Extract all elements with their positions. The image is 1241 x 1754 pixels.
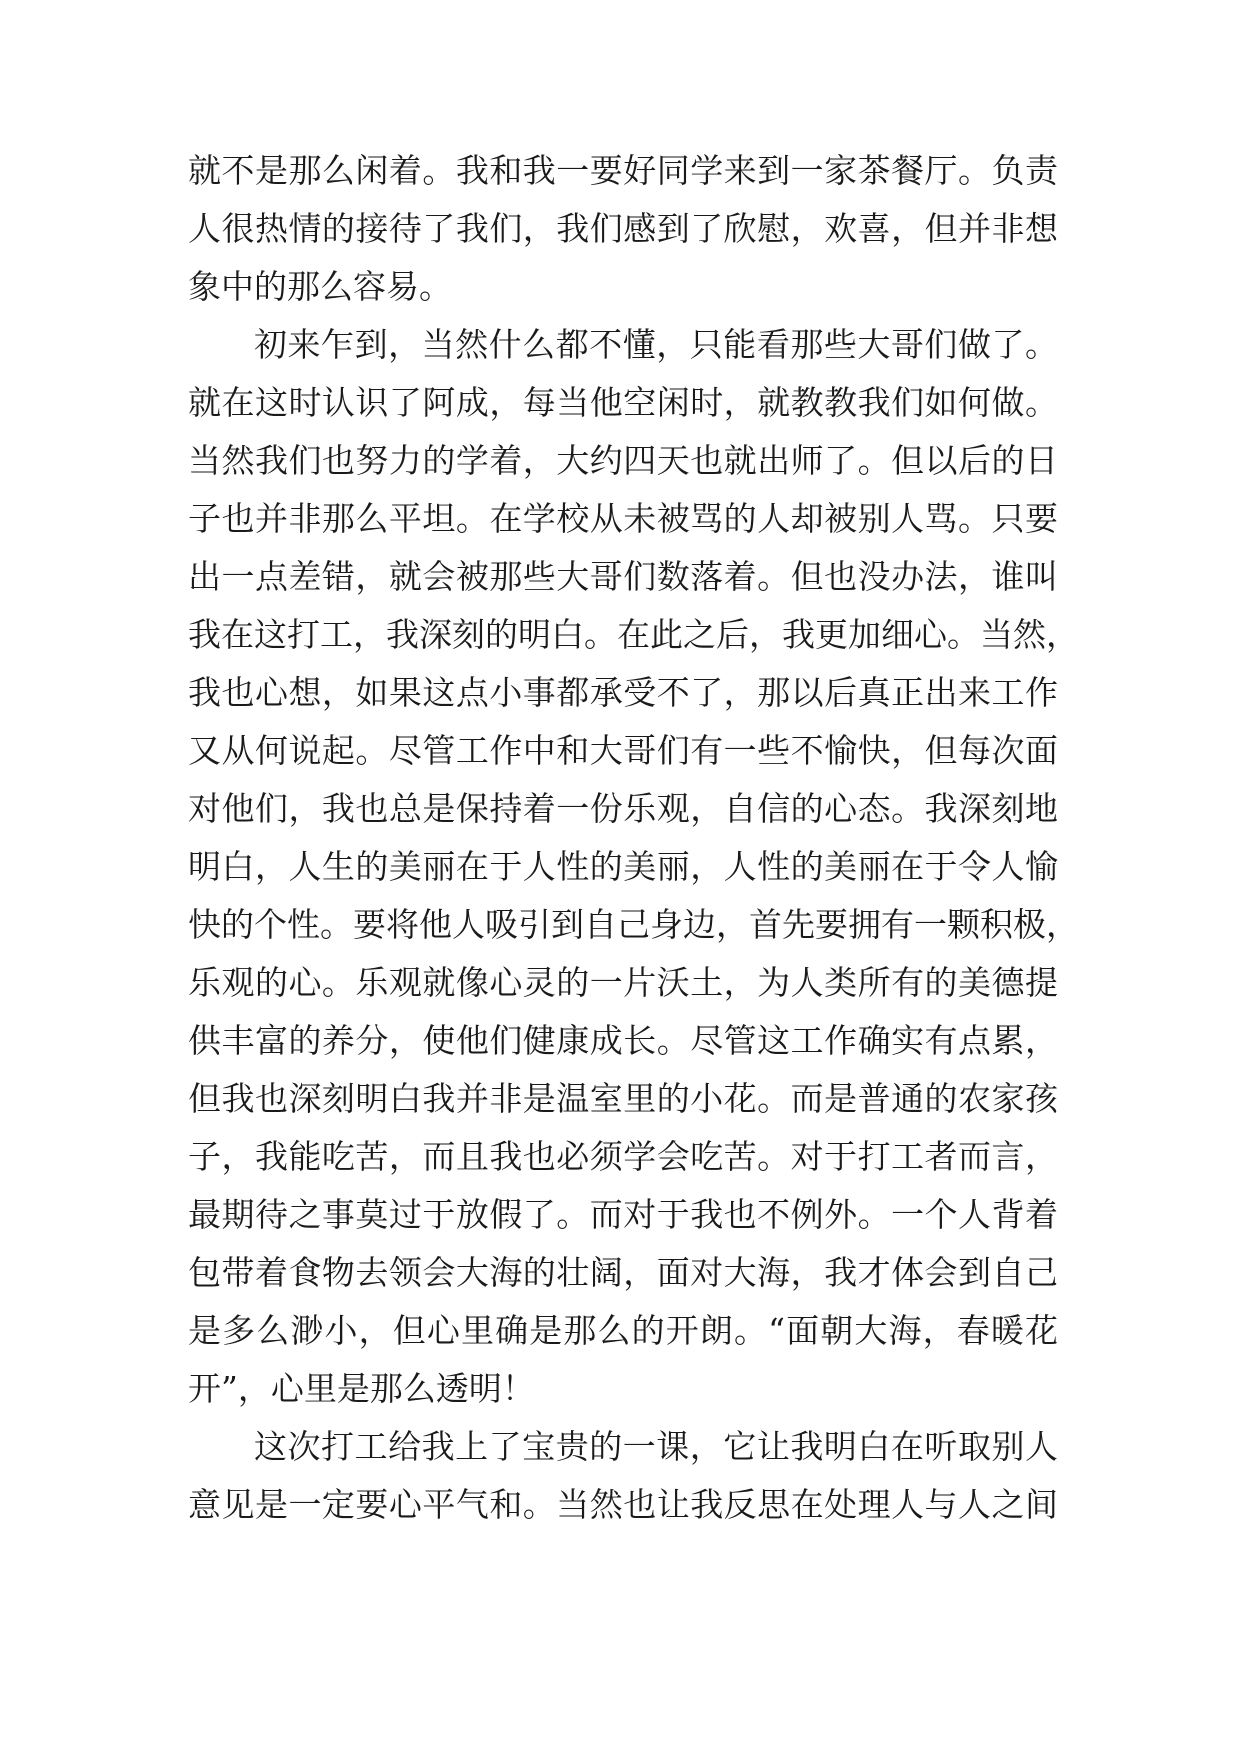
text-line: 供丰富的养分，使他们健康成长。尽管这工作确实有点累，	[188, 1021, 1058, 1060]
text-line: 最期待之事莫过于放假了。而对于我也不例外。一个人背着	[188, 1195, 1058, 1234]
text-line: 这次打工给我上了宝贵的一课，它让我明白在听取别人	[254, 1427, 1058, 1466]
text-line: 又从何说起。尽管工作中和大哥们有一些不愉快，但每次面	[188, 731, 1058, 770]
text-line: 象中的那么容易。	[188, 267, 452, 306]
text-line: 包带着食物去领会大海的壮阔，面对大海，我才体会到自己	[188, 1253, 1058, 1292]
text-line: 对他们，我也总是保持着一份乐观，自信的心态。我深刻地	[188, 789, 1058, 828]
text-line: 就不是那么闲着。我和我一要好同学来到一家茶餐厅。负责	[188, 151, 1058, 190]
text-line: 意见是一定要心平气和。当然也让我反思在处理人与人之间	[188, 1485, 1058, 1524]
text-line: 我也心想，如果这点小事都承受不了，那以后真正出来工作	[188, 673, 1058, 712]
text-line: 人很热情的接待了我们，我们感到了欣慰，欢喜，但并非想	[188, 209, 1058, 248]
text-line: 是多么渺小，但心里确是那么的开朗。“面朝大海，春暖花	[188, 1311, 1058, 1350]
document-body	[188, 142, 1079, 1534]
text-line: 开”，心里是那么透明！	[188, 1369, 535, 1408]
text-line: 快的个性。要将他人吸引到自己身边，首先要拥有一颗积极，	[188, 905, 1079, 944]
text-line: 子也并非那么平坦。在学校从未被骂的人却被别人骂。只要	[188, 499, 1058, 538]
text-line: 就在这时认识了阿成，每当他空闲时，就教教我们如何做。	[188, 383, 1058, 422]
text-line: 明白，人生的美丽在于人性的美丽，人性的美丽在于令人愉	[188, 847, 1058, 886]
text-line: 初来乍到，当然什么都不懂，只能看那些大哥们做了。	[254, 325, 1058, 364]
text-line: 子，我能吃苦，而且我也必须学会吃苦。对于打工者而言，	[188, 1137, 1058, 1176]
text-line: 但我也深刻明白我并非是温室里的小花。而是普通的农家孩	[188, 1079, 1058, 1118]
text-line: 我在这打工，我深刻的明白。在此之后，我更加细心。当然，	[188, 615, 1079, 654]
text-line: 当然我们也努力的学着，大约四天也就出师了。但以后的日	[188, 441, 1058, 480]
text-line: 出一点差错，就会被那些大哥们数落着。但也没办法，谁叫	[188, 557, 1058, 596]
text-line: 乐观的心。乐观就像心灵的一片沃土，为人类所有的美德提	[188, 963, 1058, 1002]
